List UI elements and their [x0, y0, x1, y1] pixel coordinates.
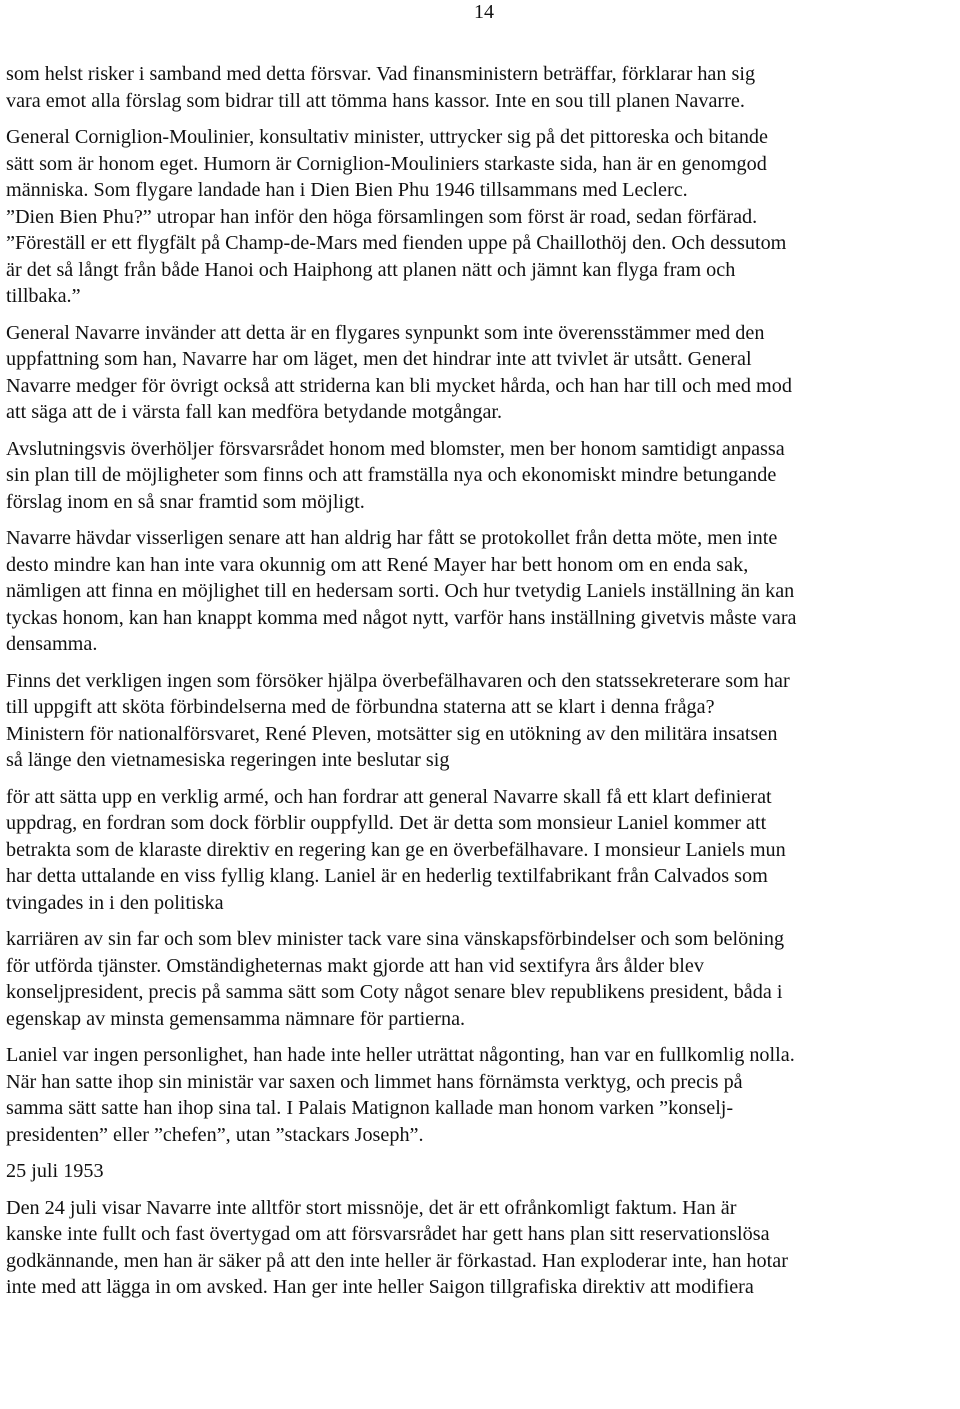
- document-body: [6, 61, 960, 1301]
- paragraph: för att sätta upp en verklig armé, och han fordrar att general Navarre skall få ett klart definierat uppdrag, en fordran som dock förblir ouppfylld. Det är detta som monsieur Laniel kommer att betrakta som de klaraste direktiv en regering kan ge en överbefälhavare. I monsieur Laniels mun har detta uttalande en viss fyllig klang. Laniel är en hederlig textilfabrikant från Calvados som tvingades in i den politiska: [6, 785, 786, 914]
- page-number: 14: [474, 1, 494, 23]
- paragraph: General Navarre invänder att detta är en flygares synpunkt som inte överensstämmer med den uppfattning som han, Navarre har om läget, men det hindrar inte att tvivlet är utsått. General Navarre medger för övrigt också att striderna kan bli mycket hårda, och han har till och med mod att säga att de i värsta fall kan medföra betydande motgångar.: [6, 321, 792, 423]
- paragraph: Laniel var ingen personlighet, han hade inte heller uträttat någonting, han var en fullkomlig nolla. När han satte ihop sin ministär var saxen och limmet hans förnämsta verktyg, och precis på samma sätt satte han ihop sina tal. I Palais Matignon kallade man honom varken ”konselj- presidenten” eller ”chefen”, utan ”stackars Joseph”.: [6, 1044, 795, 1146]
- paragraph: Navarre hävdar visserligen senare att han aldrig har fått se protokollet från detta möte, men inte desto mindre kan han inte vara okunnig om att René Mayer har bett honom om en enda sak, nämligen att finna en möjlighet till en hedersam sorti. Och hur tvetydig Laniels inställning än kan tyckas honom, kan han knappt komma med något nytt, varför hans inställning givetvis måste vara densamma.: [6, 527, 797, 655]
- paragraph: Avslutningsvis överhöljer försvarsrådet honom med blomster, men ber honom samtidigt anpassa sin plan till de möjligheter som finns och att framställa nya och ekonomiskt mindre betungande förslag inom en så snar framtid som möjligt.: [6, 437, 785, 513]
- paragraph: Finns det verkligen ingen som försöker hjälpa överbefälhavaren och den statssekreterare som har till uppgift att sköta förbindelserna med de förbundna staterna att se klart i denna fråga? Ministern för nationalförsvaret, René Pleven, motsätter sig en utökning av den militära insatsen så länge den vietnamesiska regeringen inte beslutar sig: [6, 669, 790, 771]
- paragraph: General Corniglion-Moulinier, konsultativ minister, uttrycker sig på det pittoreska och bitande sätt som är honom eget. Humorn är Corniglion-Mouliniers starkaste sida, han är en genomgod människa. Som flygare landade han i Dien Bien Phu 1946 tillsammans med Leclerc. ”Dien Bien Phu?” utropar han inför den höga församlingen som först är road, sedan förfärad. ”Föreställ er ett flygfält på Champ-de-Mars med fienden uppe på Chaillothöj den. Och dessutom är det så långt från både Hanoi och Haiphong att planen nätt och jämnt kan flyga fram och tillbaka.”: [6, 126, 787, 307]
- paragraph: Den 24 juli visar Navarre inte alltför stort missnöje, det är ett ofrånkomligt faktum. Han är kanske inte fullt och fast övertygad om att försvarsrådet har gett hans plan sitt reservationslösa godkännande, men han är säker på att den inte heller är förkastad. Han exploderar inte, han hotar inte med att lägga in om avsked. Han ger inte heller Saigon tillgrafiska direktiv att modifiera: [6, 1196, 788, 1298]
- date-heading: 25 juli 1953: [6, 1160, 104, 1182]
- paragraph: som helst risker i samband med detta försvar. Vad finansministern beträffar, förklarar han sig vara emot alla förslag som bidrar till att tömma hans kassor. Inte en sou till planen Navarre.: [6, 63, 756, 112]
- paragraph: karriären av sin far och som blev minister tack vare sina vänskapsförbindelser och som belöning för utförda tjänster. Omständigheternas makt gjorde att han vid sextifyra års ålder blev konseljpresident, precis på samma sätt som Coty något senare blev republikens president, båda i egenskap av minsta gemensamma nämnare för partierna.: [6, 928, 785, 1030]
